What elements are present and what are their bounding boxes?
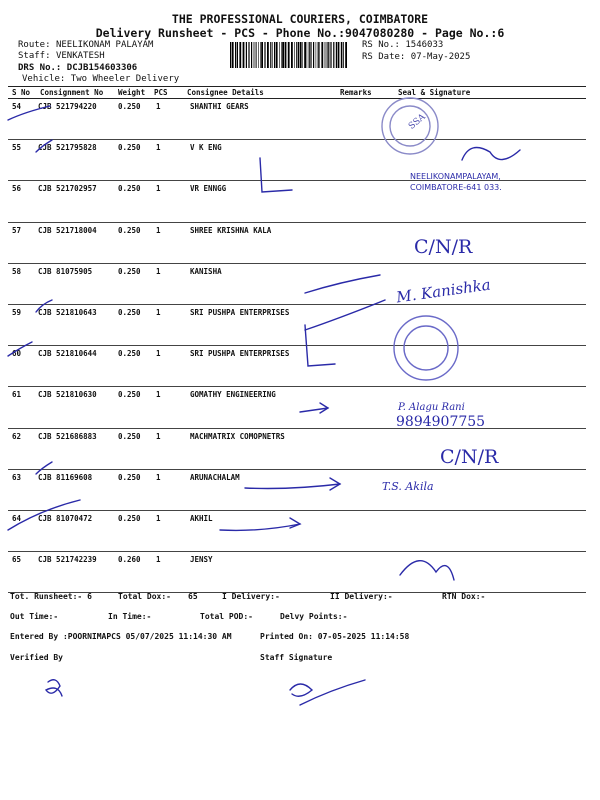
- rs-date-label: RS Date:: [362, 52, 406, 62]
- cnr-mark-1: C/N/R: [414, 236, 473, 258]
- row-pcs: 1: [156, 390, 161, 400]
- row-weight: 0.250: [118, 308, 141, 317]
- row-weight: 0.250: [118, 390, 141, 400]
- printed-on: Printed On: 07-05-2025 11:14:58: [260, 632, 410, 641]
- row-consignment-no: CJB 521742239: [38, 555, 97, 565]
- row-consignee: JENSY: [190, 555, 213, 565]
- row-consignment-no: CJB 81169608: [38, 472, 93, 482]
- row-consignment-no: CJB 521795828: [38, 143, 97, 153]
- rtn-dox: RTN Dox:-: [442, 592, 486, 601]
- row-consignee: AKHIL: [190, 514, 213, 523]
- stamp-text: NEELIKONAMPALAYAM,: [410, 172, 501, 181]
- entered-by: Entered By :POORNIMAPCS 05/07/2025 11:14:30 AM: [10, 632, 232, 641]
- row-pcs: 1: [156, 349, 161, 359]
- route-label: Route:: [18, 40, 51, 50]
- row-pcs: 1: [156, 102, 161, 111]
- row-sno: 59: [12, 308, 22, 317]
- row-consignee: VR ENNGG: [190, 184, 227, 194]
- row-weight: 0.250: [118, 349, 141, 359]
- staff-signature: Staff Signature: [260, 653, 333, 662]
- staff-value: VENKATESH: [55, 51, 105, 61]
- row-pcs: 1: [156, 184, 161, 194]
- row-weight: 0.250: [118, 102, 141, 111]
- rs-no-label: RS No.:: [362, 40, 400, 50]
- row-consignment-no: CJB 521810643: [38, 308, 97, 317]
- row-weight: 0.250: [118, 472, 141, 482]
- seal-initials: SSA: [406, 112, 428, 132]
- tot-runsheet: Tot. Runsheet:- 6: [10, 592, 92, 601]
- row-consignee: KANISHA: [190, 266, 222, 276]
- row-consignment-no: CJB 81070472: [38, 514, 93, 523]
- drs-label: DRS No.:: [18, 63, 62, 73]
- row-sno: 56: [12, 184, 22, 194]
- vehicle-label: Vehicle:: [22, 74, 66, 84]
- total-pod: Total POD:-: [200, 612, 253, 621]
- row-weight: 0.250: [118, 143, 141, 153]
- arunachalam-signature: T.S. Akila: [382, 480, 434, 493]
- row-consignee: MACHMATRIX COMOPNETRS: [190, 431, 285, 441]
- row-consignee: ARUNACHALAM: [190, 472, 240, 482]
- row-pcs: 1: [156, 514, 161, 523]
- row-weight: 0.260: [118, 555, 141, 565]
- out-time: Out Time:-: [10, 612, 59, 621]
- row-sno: 61: [12, 390, 22, 400]
- verified-by: Verified By: [10, 653, 63, 662]
- rs-no-value: 1546033: [405, 40, 444, 50]
- row-consignment-no: CJB 521702957: [38, 184, 97, 194]
- rs-date-value: 07-May-2025: [410, 52, 471, 62]
- row-pcs: 1: [156, 555, 161, 565]
- row-weight: 0.250: [118, 514, 141, 523]
- vehicle-value: Two Wheeler Delivery: [70, 74, 180, 84]
- row-consignee: V K ENG: [190, 143, 222, 153]
- row-consignment-no: CJB 81075905: [38, 266, 93, 276]
- col-seal: Seal & Signature: [398, 88, 471, 97]
- runsheet-title: Delivery Runsheet - PCS - Phone No.:9047080280 - Page No.:6: [95, 26, 505, 40]
- row-pcs: 1: [156, 143, 161, 153]
- row-sno: 62: [12, 431, 22, 441]
- row-weight: 0.250: [118, 266, 141, 276]
- row-consignee: SRI PUSHPA ENTERPRISES: [190, 349, 290, 359]
- row-pcs: 1: [156, 472, 161, 482]
- kanishka-signature: M. Kanishka: [395, 275, 492, 307]
- row-consignment-no: CJB 521794220: [38, 102, 97, 111]
- row-sno: 55: [12, 143, 22, 153]
- row-pcs: 1: [156, 308, 161, 317]
- row-consignment-no: CJB 521686883: [38, 431, 97, 441]
- row-sno: 57: [12, 225, 22, 235]
- row-consignment-no: CJB 521810630: [38, 390, 97, 400]
- row-pcs: 1: [156, 266, 161, 276]
- row-sno: 54: [12, 102, 22, 111]
- row-weight: 0.250: [118, 184, 141, 194]
- col-consignee: Consignee Details: [187, 88, 264, 97]
- col-pcs: PCS: [154, 88, 168, 97]
- ii-delivery: II Delivery:-: [330, 592, 393, 601]
- route-value: NEELIKONAM PALAYAM: [55, 40, 154, 50]
- row-weight: 0.250: [118, 225, 141, 235]
- col-remarks: Remarks: [340, 88, 372, 97]
- row-consignee: GOMATHY ENGINEERING: [190, 390, 276, 400]
- row-sno: 60: [12, 349, 22, 359]
- drs-value: DCJB154603306: [66, 63, 138, 73]
- gomathy-signature: P. Alagu Rani: [398, 402, 465, 413]
- delvy-points: Delvy Points:-: [280, 612, 348, 621]
- staff-label: Staff:: [18, 51, 51, 61]
- row-pcs: 1: [156, 225, 161, 235]
- col-consignment: Consignment No: [40, 88, 104, 97]
- row-sno: 64: [12, 514, 22, 523]
- row-weight: 0.250: [118, 431, 141, 441]
- row-consignee: SHANTHI GEARS: [190, 102, 249, 111]
- i-delivery: I Delivery:-: [222, 592, 280, 601]
- row-consignee: SRI PUSHPA ENTERPRISES: [190, 308, 290, 317]
- company-title: THE PROFESSIONAL COURIERS, COIMBATORE: [171, 12, 429, 26]
- row-consignment-no: CJB 521810644: [38, 349, 97, 359]
- stamp-city: COIMBATORE-641 033.: [410, 183, 502, 192]
- col-weight: Weight: [118, 88, 146, 97]
- row-consignee: SHREE KRISHNA KALA: [190, 225, 272, 235]
- cnr-mark-2: C/N/R: [440, 446, 499, 468]
- row-consignment-no: CJB 521718004: [38, 225, 97, 235]
- row-pcs: 1: [156, 431, 161, 441]
- row-sno: 58: [12, 266, 22, 276]
- row-sno: 65: [12, 555, 22, 565]
- in-time: In Time:-: [108, 612, 152, 621]
- col-sno: S No: [12, 88, 31, 97]
- phone-number: 9894907755: [396, 414, 486, 430]
- total-dox-value: 65: [188, 592, 198, 601]
- total-dox-label: Total Dox:-: [118, 592, 171, 601]
- row-sno: 63: [12, 472, 22, 482]
